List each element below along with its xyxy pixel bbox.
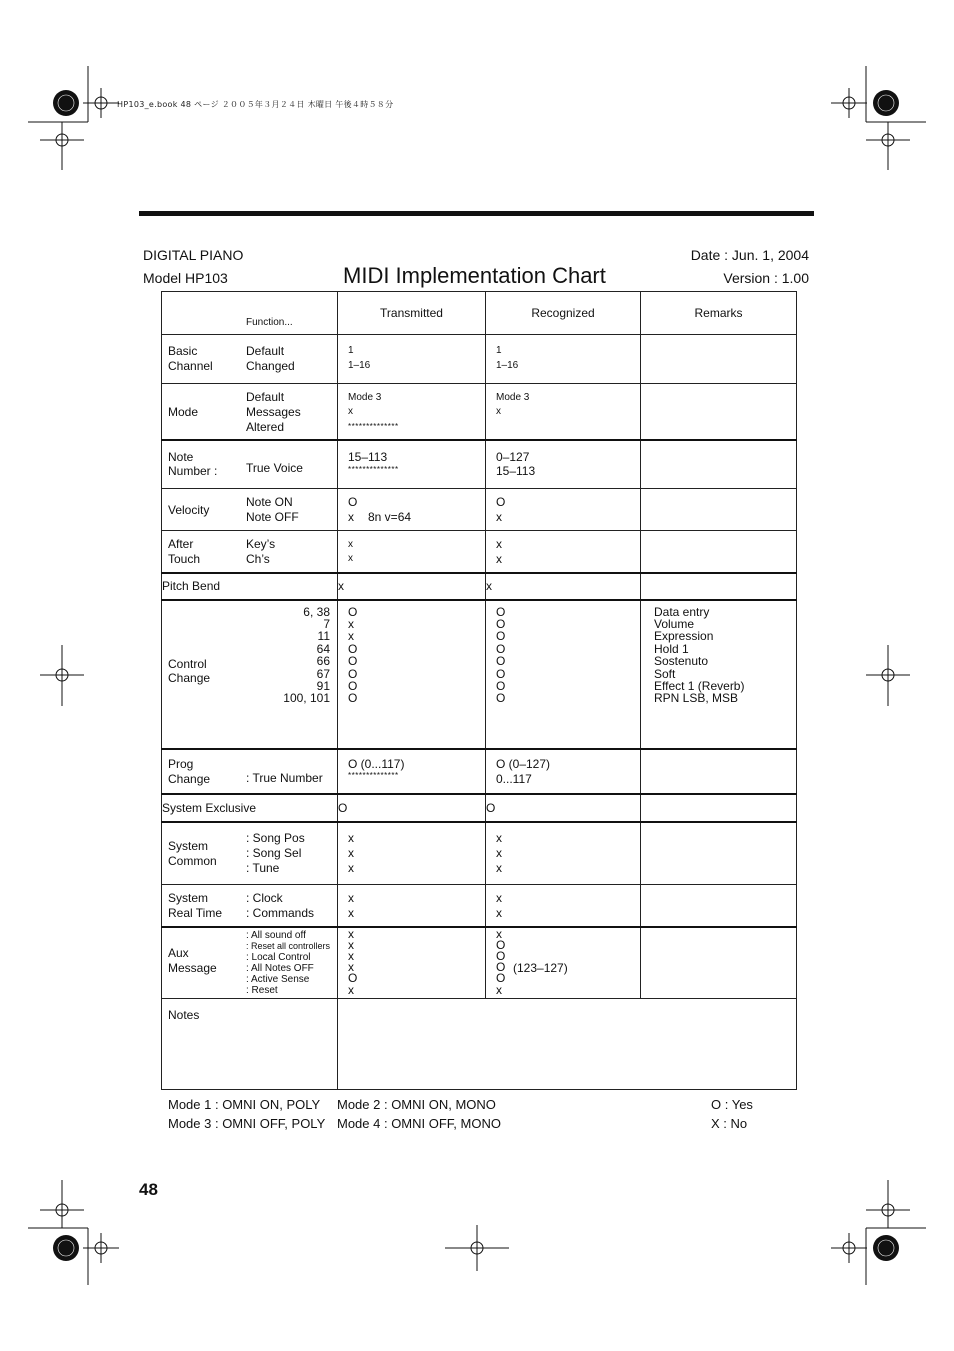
footnote-mode3: Mode 3 : OMNI OFF, POLY [168,1116,326,1131]
list-item: O [496,948,506,963]
transmitted-value: ************** [348,422,399,431]
table-row [162,794,797,822]
row-sublabel: Ch’s [246,552,270,566]
list-item: Expression [654,629,714,644]
table-row [162,927,797,999]
footnote-mode1: Mode 1 : OMNI ON, POLY [168,1097,321,1112]
row-label: Change [168,670,211,685]
list-item: O [496,629,506,644]
list-item: O [496,937,506,952]
recognized-value: x [496,860,502,875]
row-label: Velocity [168,503,210,517]
file-header: HP103_e.book 48 ページ ２００５年３月２４日 木曜日 午後４時５８分 [117,100,394,109]
transmitted-value: x [348,906,354,920]
transmitted-value: 15–113 [348,449,388,464]
list-item: Sostenuto [654,654,709,669]
list-item: 91 [316,678,330,693]
recognized-value: 1–16 [496,360,519,371]
transmitted-value: O [338,794,486,822]
row-sublabel: : True Number [246,770,323,785]
row-label: Channel [168,359,213,373]
transmitted-value: 1–16 [348,360,371,371]
version-label: Version : 1.00 [723,270,809,286]
list-item: O [496,678,506,693]
row-sublabel: Note ON [246,495,293,509]
list-item: : Reset [246,985,278,997]
transmitted-value: O (0...117) [348,756,405,771]
list-item: O [348,678,358,693]
row-label: System Exclusive [162,794,338,822]
list-item: O [496,960,506,975]
list-item: x [348,960,354,975]
recognized-value: 0–127 [496,449,530,464]
remarks-list [654,606,744,705]
transmitted-value: x [348,891,354,905]
row-sublabel: Note OFF [246,510,299,524]
list-item: O [496,604,506,619]
list-item: x [348,982,354,997]
transmitted-value: x [338,573,486,600]
midi-chart-table [161,291,797,1090]
row-label: Change [168,771,211,786]
list-item: 100, 101 [283,691,330,706]
list-item: : All sound off [246,929,306,941]
list-item: Hold 1 [654,641,689,656]
transmitted-value: x [348,830,354,845]
list-item: O [348,971,358,986]
list-item: x [496,982,502,997]
list-item: Volume [654,616,695,631]
transmitted-list [348,926,358,997]
table-row [162,999,797,1090]
list-item: : Reset all controllers [246,940,331,951]
table-row [162,749,797,794]
product-name: DIGITAL PIANO [143,247,244,263]
list-item: 64 [316,641,330,656]
list-item: O [348,604,358,619]
header-function: Function... [246,317,293,328]
recognized-value: 15–113 [496,463,536,478]
recognized-value: x [486,573,641,600]
list-item: Effect 1 (Reverb) [654,678,745,693]
table-row [162,489,797,531]
row-label: System [168,891,209,905]
table-row [162,384,797,440]
row-label: Mode [168,405,199,419]
recognized-value: Mode 3 [496,392,530,403]
list-item: O [496,654,506,669]
transmitted-value: 1 [348,345,354,356]
row-sublabel: Altered [246,420,285,434]
model-name: Model HP103 [143,270,228,286]
list-item: : Local Control [246,951,311,963]
transmitted-value: x [348,860,354,875]
list-item: 67 [316,666,330,681]
row-label: Control [168,656,207,671]
table-row [162,531,797,573]
table-row [162,822,797,885]
recognized-value: O (0–127) [496,756,551,771]
row-sublabel: : Commands [246,906,315,920]
table-row [162,600,797,749]
header-remarks: Remarks [641,292,797,335]
row-label: Message [168,960,217,975]
row-label: System [168,838,209,853]
recognized-value: x [496,406,501,417]
recognized-value: x [496,552,502,566]
list-item: : Active Sense [246,974,310,986]
row-sublabel: Default [246,344,285,358]
row-label: Pitch Bend [162,573,338,600]
recognized-value: x [496,845,502,860]
footnote-no: X : No [711,1116,748,1131]
list-item: O [348,666,358,681]
list-item: O [496,641,506,656]
list-item: Data entry [654,604,710,619]
row-label: Basic [168,344,198,358]
footnote-mode2: Mode 2 : OMNI ON, MONO [337,1097,496,1112]
list-item: O [348,641,358,656]
table-row [162,335,797,384]
row-label: Common [168,853,217,868]
header-recognized: Recognized [486,292,641,335]
list-item: x [348,926,354,941]
list-item: x [348,616,354,631]
row-sublabel: Changed [246,359,295,373]
transmitted-note: 8n v=64 [368,510,412,524]
table-row [162,885,797,927]
recognized-value: x [496,510,502,524]
recognized-value: x [496,906,502,920]
row-sublabel: : Tune [246,860,280,875]
row-sublabel: True Voice [246,460,303,475]
list-item: RPN LSB, MSB [654,691,739,706]
transmitted-value: x [348,845,354,860]
row-sublabel: : Song Pos [246,830,305,845]
list-item: Soft [654,666,676,681]
date-label: Date : Jun. 1, 2004 [690,247,809,263]
list-item: : All Notes OFF [246,962,314,974]
list-item: O [496,691,506,706]
recognized-list [496,926,506,997]
list-item: 6, 38 [303,604,330,619]
transmitted-list [348,606,357,705]
table-row [162,573,797,600]
row-label: Real Time [168,906,223,920]
row-label: Number : [168,463,218,478]
list-item: x [348,948,354,963]
list-item: O [348,654,358,669]
transmitted-value: x [348,539,353,550]
recognized-value: x [496,830,502,845]
row-sublabel: : Song Sel [246,845,302,860]
list-item: x [348,937,354,952]
row-label: Note [168,449,194,464]
recognized-value: x [496,537,502,551]
transmitted-value: x [348,510,354,524]
table-header-row [162,292,797,335]
transmitted-value: ************** [348,464,399,474]
header-transmitted: Transmitted [338,292,486,335]
row-label: Touch [168,552,201,566]
recognized-value: O [496,495,506,509]
notes-label: Notes [168,1008,200,1022]
page-number: 48 [139,1180,158,1199]
list-item: 66 [316,654,330,669]
list-item: O [496,666,506,681]
page-title: MIDI Implementation Chart [343,263,606,288]
row-sublabel: Key’s [246,537,276,551]
row-sublabel: Messages [246,405,301,419]
footnote-yes: O : Yes [711,1097,753,1112]
recognized-note: (123–127) [513,960,568,975]
row-sublabel: : Clock [246,891,283,905]
transmitted-value: O [348,495,358,509]
transmitted-value: x [348,406,353,417]
row-label: After [168,537,194,551]
list-item: x [348,629,354,644]
transmitted-value: Mode 3 [348,392,382,403]
aux-items-list [246,930,330,997]
recognized-list [496,606,505,705]
list-item: 11 [317,629,330,644]
transmitted-value: x [348,553,353,564]
top-rule [139,211,814,216]
recognized-value: O [486,794,641,822]
footnote-mode4: Mode 4 : OMNI OFF, MONO [337,1116,501,1131]
recognized-value: x [496,891,502,905]
list-item: O [496,971,506,986]
list-item: O [348,691,358,706]
list-item: x [496,926,502,941]
row-label: Prog [168,756,194,771]
controller-number-list [283,606,330,705]
recognized-value: 0...117 [496,771,532,786]
row-sublabel: Default [246,390,285,404]
list-item: O [496,616,506,631]
list-item: 7 [323,616,330,631]
row-label: Aux [168,945,189,960]
recognized-value: 1 [496,345,502,356]
table-row [162,440,797,489]
transmitted-value: ************** [348,770,399,780]
